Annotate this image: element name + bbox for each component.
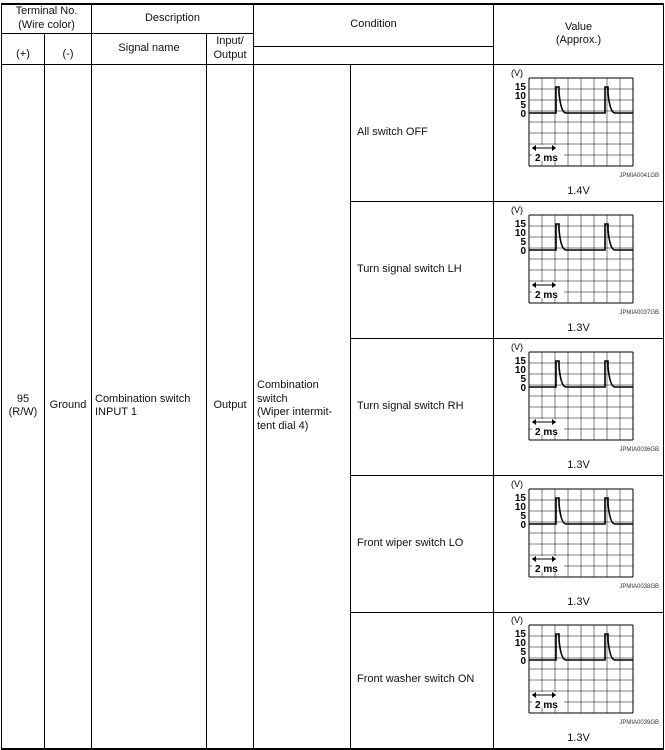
terminal-no-header xyxy=(2,4,92,33)
y-tick-label: 15 xyxy=(514,629,527,641)
sub-condition-cell: Turn signal switch LH xyxy=(351,201,494,338)
condition-line-4: tent dial 4) xyxy=(257,420,309,432)
waveform-figure xyxy=(494,613,663,747)
value-text: 1.3V xyxy=(567,595,590,608)
y-tick-label: 15 xyxy=(514,355,527,367)
condition-group-cell xyxy=(254,64,351,749)
terminal-minus-cell: Ground xyxy=(45,64,92,749)
approx-label: (Approx.) xyxy=(555,34,602,47)
sub-condition-cell: Front washer switch ON xyxy=(351,612,494,749)
wire-color: (R/W) xyxy=(8,406,38,419)
waveform-cell xyxy=(494,475,664,612)
signal-name-cell xyxy=(92,64,207,749)
terminal-spec-table xyxy=(1,3,664,750)
y-tick-label: 0 xyxy=(520,519,527,531)
minus-header: (-) xyxy=(45,46,92,64)
plus-spacer xyxy=(2,33,45,46)
table-row xyxy=(2,64,664,201)
terminal-number: 95 xyxy=(16,392,30,405)
value-text: 1.4V xyxy=(567,184,590,197)
unit-label: (V) xyxy=(511,615,524,626)
value-text: 1.3V xyxy=(567,321,590,334)
waveform-svg xyxy=(494,477,664,595)
time-scale-label: 2 ms xyxy=(535,700,558,712)
y-tick-label: 10 xyxy=(514,501,527,513)
sub-condition-cell: Turn signal switch RH xyxy=(351,338,494,475)
sub-condition-cell: Front wiper switch LO xyxy=(351,475,494,612)
y-tick-label: 5 xyxy=(520,373,527,385)
waveform-figure xyxy=(494,477,663,611)
y-tick-label: 0 xyxy=(520,108,527,120)
y-tick-label: 15 xyxy=(514,81,527,93)
y-tick-label: 10 xyxy=(514,638,527,650)
value-label: Value xyxy=(564,20,593,33)
signal-name-1: Combination switch xyxy=(95,392,191,405)
time-scale-label: 2 ms xyxy=(535,289,558,301)
time-scale-label: 2 ms xyxy=(535,152,558,164)
wire-color-label: (Wire color) xyxy=(18,18,75,31)
unit-label: (V) xyxy=(511,478,524,489)
y-tick-label: 5 xyxy=(520,510,527,522)
y-tick-label: 10 xyxy=(514,227,527,239)
figure-code: JPMIA0036GB xyxy=(619,446,660,453)
time-scale-label: 2 ms xyxy=(535,563,558,575)
waveform-svg xyxy=(494,66,664,184)
figure-code: JPMIA0038GB xyxy=(619,583,660,590)
y-tick-label: 10 xyxy=(514,364,527,376)
y-tick-label: 15 xyxy=(514,492,527,504)
value-header xyxy=(494,4,664,64)
value-text: 1.3V xyxy=(567,732,590,745)
condition-line-2: switch xyxy=(257,392,288,405)
terminal-no-label: Terminal No. xyxy=(15,5,78,17)
condition-header: Condition xyxy=(254,4,494,46)
waveform-figure xyxy=(494,66,663,200)
waveform-cell xyxy=(494,612,664,749)
unit-label: (V) xyxy=(511,67,524,78)
figure-code: JPMIA0037GB xyxy=(619,309,660,316)
y-tick-label: 5 xyxy=(520,647,527,659)
y-tick-label: 5 xyxy=(520,99,527,111)
y-tick-label: 5 xyxy=(520,236,527,248)
waveform-svg xyxy=(494,203,664,321)
plus-header: (+) xyxy=(2,46,45,64)
y-tick-label: 0 xyxy=(520,382,527,394)
time-scale-label: 2 ms xyxy=(535,426,558,438)
signal-name-2: INPUT 1 xyxy=(95,406,137,419)
condition-line-3: (Wiper intermit- xyxy=(257,406,333,419)
sub-condition-cell: All switch OFF xyxy=(351,64,494,201)
unit-label: (V) xyxy=(511,341,524,352)
condition-header-bottom xyxy=(254,46,494,64)
unit-label: (V) xyxy=(511,204,524,215)
figure-code: JPMIA0041GB xyxy=(619,172,660,179)
y-tick-label: 15 xyxy=(514,218,527,230)
value-text: 1.3V xyxy=(567,458,590,471)
minus-spacer xyxy=(45,33,92,46)
waveform-cell xyxy=(494,64,664,201)
signal-name-header: Signal name xyxy=(92,33,207,64)
waveform-svg xyxy=(494,613,664,731)
terminal-plus-cell xyxy=(2,64,45,749)
waveform-figure xyxy=(494,203,663,337)
io-label-2: Output xyxy=(213,48,247,61)
y-tick-label: 0 xyxy=(520,656,527,668)
waveform-svg xyxy=(494,340,664,458)
condition-line-1: Combination xyxy=(257,378,319,391)
waveform-cell xyxy=(494,201,664,338)
y-tick-label: 0 xyxy=(520,245,527,257)
waveform-figure xyxy=(494,340,663,474)
y-tick-label: 10 xyxy=(514,90,527,102)
io-cell: Output xyxy=(207,64,254,749)
io-header xyxy=(207,33,254,64)
io-label-1: Input/ xyxy=(216,34,244,47)
waveform-cell xyxy=(494,338,664,475)
figure-code: JPMIA0039GB xyxy=(619,720,660,727)
description-header: Description xyxy=(92,4,254,33)
